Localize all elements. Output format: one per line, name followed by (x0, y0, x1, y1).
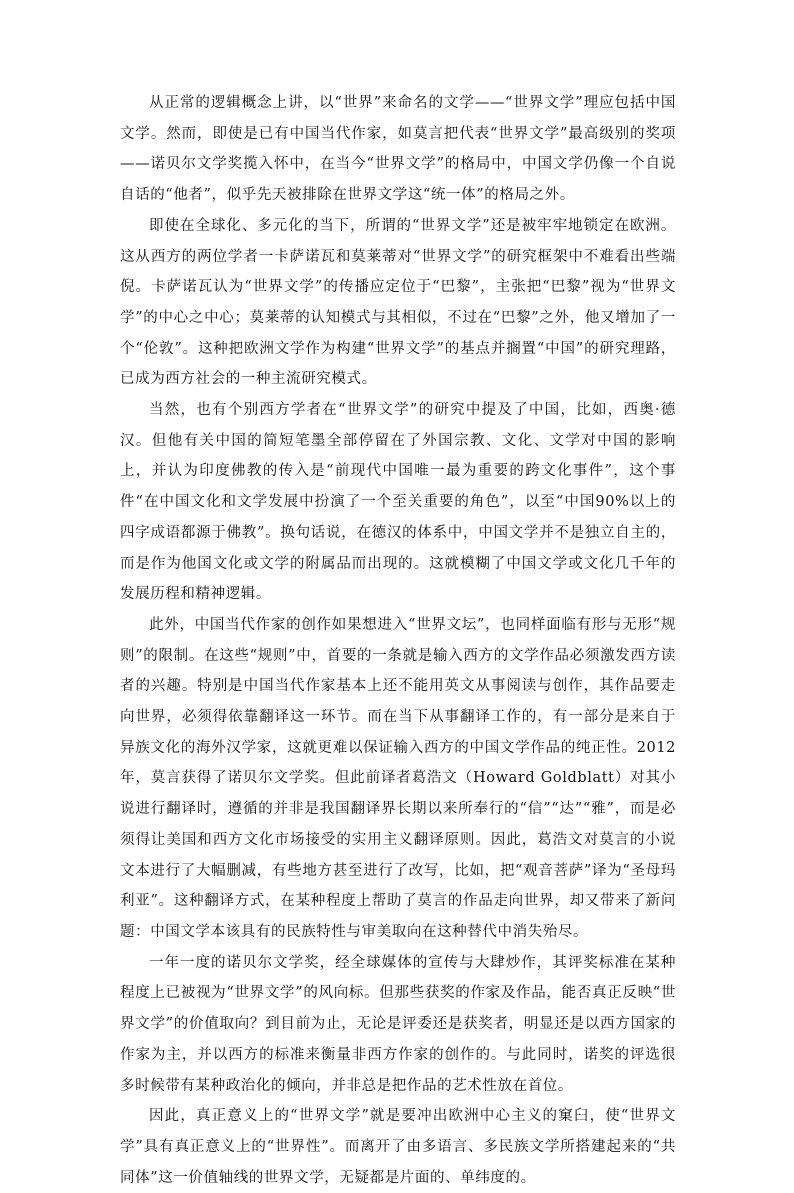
paragraph-4: 此外，中国当代作家的创作如果想进入“世界文坛”，也同样面临有形与无形“规则”的限制。在这些“规则”中，首要的一条就是输入西方的文学作品必须激发西方读者的兴趣。特别是中国当代作家基本上还不能用英文从事阅读与创作，其作品要走向世界，必须得依靠翻译这一环节。而在当下从事翻译工作的，有一部分是来自于异族文化的海外汉学家，这就更难以保证输入西方的中国文学作品的纯正性。2012年，莫言获得了诺贝尔文学奖。但此前译者葛浩文（Howard Goldblatt）对其小说进行翻译时，遵循的并非是我国翻译界长期以来所奉行的“信”“达”“雅”，而是必须得让美国和西方文化市场接受的实用主义翻译原则。因此，葛浩文对莫言的小说文本进行了大幅删减，有些地方甚至进行了改写，比如，把“观音菩萨”译为“圣母玛利亚”。这种翻译方式，在某种程度上帮助了莫言的作品走向世界，却又带来了新问题：中国文学本该具有的民族特性与审美取向在这种替代中消失殆尽。 (120, 616, 676, 940)
paragraph-5: 一年一度的诺贝尔文学奖，经全球媒体的宣传与大肆炒作，其评奖标准在某种程度上已被视为“世界文学”的风向标。但那些获奖的作家及作品，能否真正反映“世界文学”的价值取向？到目前为止，无论是评委还是获奖者，明显还是以西方国家的作家为主，并以西方的标准来衡量非西方作家的创作的。与此同时，诺奖的评选很多时候带有某种政治化的倾向，并非总是把作品的艺术性放在首位。 (120, 954, 676, 1094)
paragraph-1: 从正常的逻辑概念上讲，以“世界”来命名的文学——“世界文学”理应包括中国文学。然而，即使是已有中国当代作家，如莫言把代表“世界文学”最高级别的奖项——诺贝尔文学奖揽入怀中，在当今“世界文学”的格局中，中国文学仍像一个自说自话的“他者”，似乎先天被排除在世界文学这“统一体”的格局之外。 (120, 95, 676, 204)
paragraph-3: 当然，也有个别西方学者在“世界文学”的研究中提及了中国，比如，西奥·德汉。但他有关中国的简短笔墨全部停留在了外国宗教、文化、文学对中国的影响上，并认为印度佛教的传入是“前现代中国唯一最为重要的跨文化事件”，这个事件“在中国文化和文学发展中扮演了一个至关重要的角色”，以至“中国90%以上的四字成语都源于佛教”。换句话说，在德汉的体系中，中国文学并不是独立自主的，而是作为他国文化或文学的附属品而出现的。这就模糊了中国文学或文化几千年的发展历程和精神逻辑。 (120, 402, 676, 603)
document-page (120, 88, 676, 1193)
paragraph-6: 因此，真正意义上的“世界文学”就是要冲出欧洲中心主义的窠臼，使“世界文学”具有真正意义上的“世界性”。而离开了由多语言、多民族文学所搭建起来的“共同体”这一价值轴线的世界文学，无疑都是片面的、单纬度的。 (120, 1108, 676, 1186)
paragraph-2: 即使在全球化、多元化的当下，所谓的“世界文学”还是被牢牢地锁定在欧洲。这从西方的两位学者一卡萨诺瓦和莫莱蒂对“世界文学”的研究框架中不难看出些端倪。卡萨诺瓦认为“世界文学”的传播应定位于“巴黎”，主张把“巴黎”视为“世界文学”的中心之中心；莫莱蒂的认知模式与其相似，不过在“巴黎”之外，他又增加了一个“伦敦”。这种把欧洲文学作为构建“世界文学”的基点并搁置“中国”的研究理路，已成为西方社会的一种主流研究模式。 (120, 217, 676, 388)
